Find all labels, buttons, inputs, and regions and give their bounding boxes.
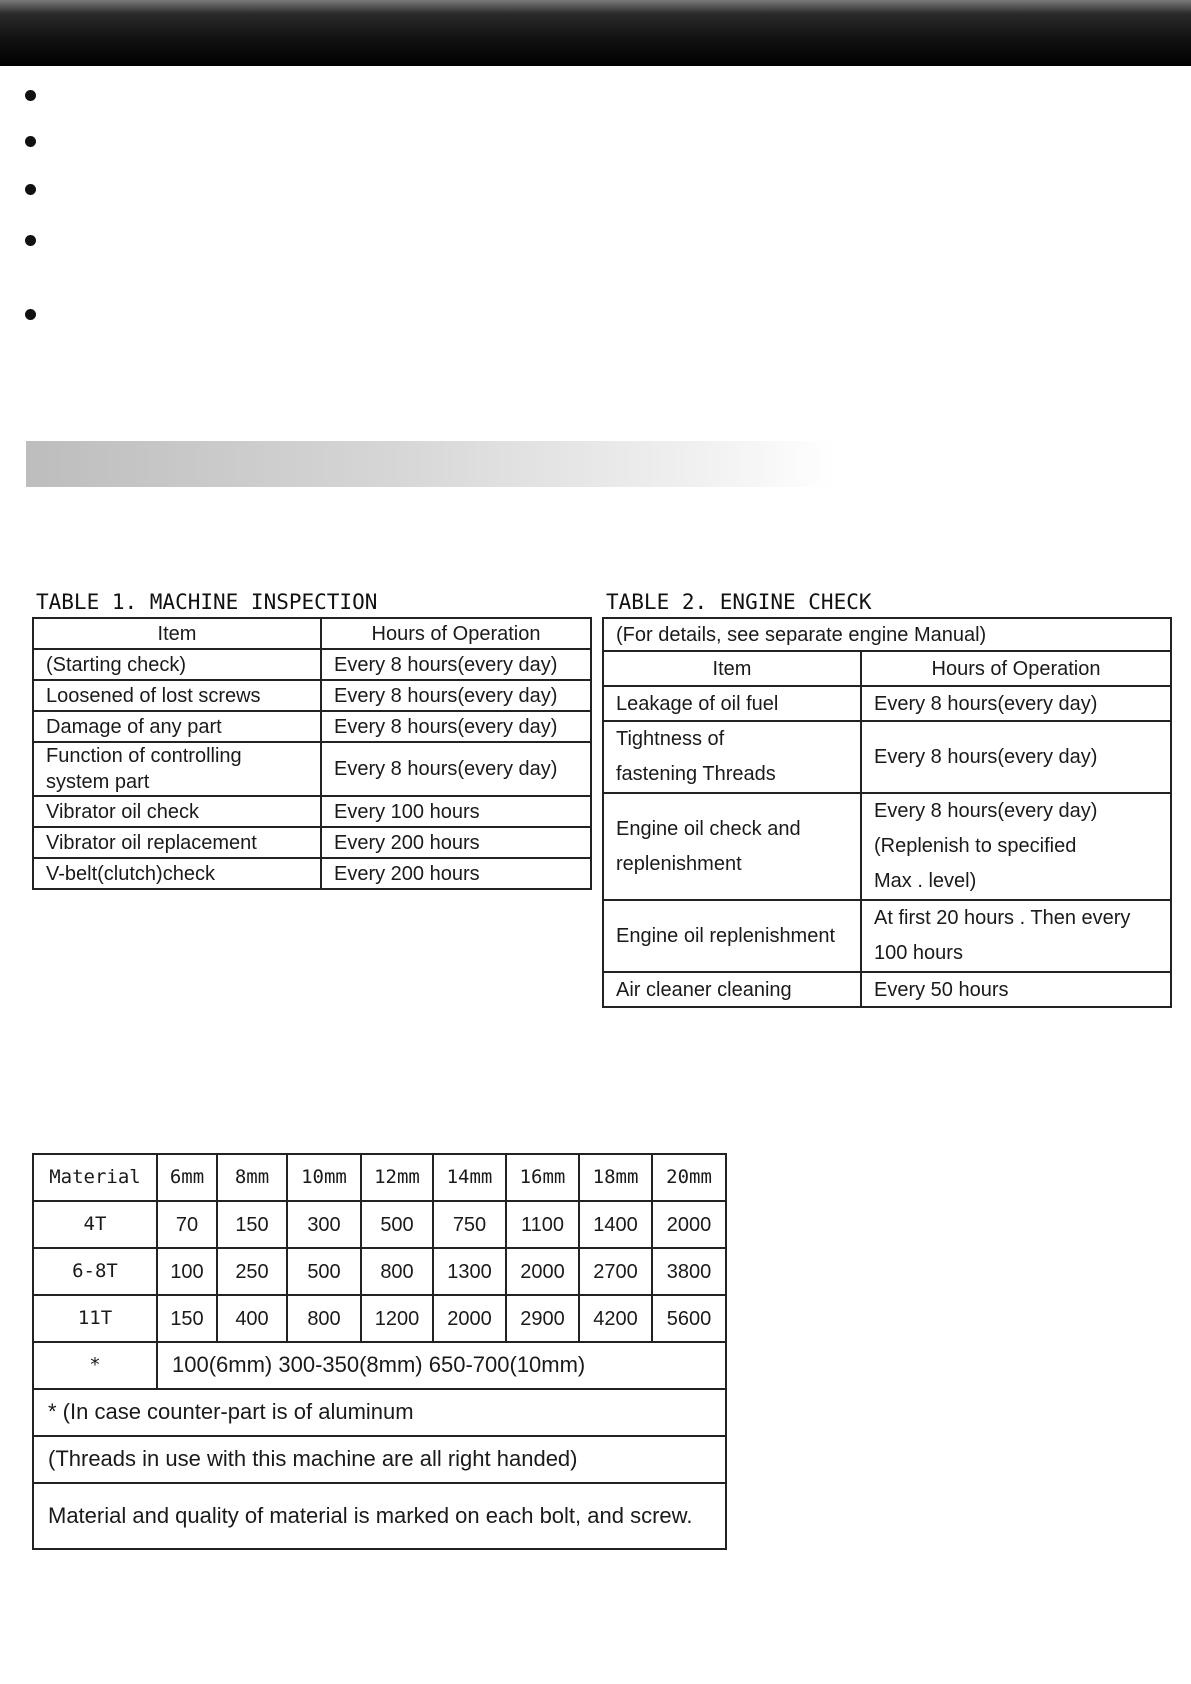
table-cell: 500 xyxy=(361,1201,433,1248)
table-row xyxy=(33,1483,726,1549)
table-cell: Vibrator oil replacement xyxy=(33,827,321,858)
table-header-cell: Material xyxy=(33,1154,157,1201)
table-header-row xyxy=(603,651,1171,686)
table-cell: Damage of any part xyxy=(33,711,321,742)
table-cell: Every 50 hours xyxy=(861,972,1171,1007)
table-cell: Every 200 hours xyxy=(321,858,591,889)
table-cell: Every 8 hours(every day) xyxy=(861,721,1171,793)
table-cell: Every 8 hours(every day) xyxy=(321,742,591,796)
table-cell: (Starting check) xyxy=(33,649,321,680)
bullet-5 xyxy=(25,309,36,320)
table-cell: 2700 xyxy=(579,1248,652,1295)
bullet-3 xyxy=(25,184,36,195)
table-cell: Every 8 hours(every day) (Replenish to specified Max . level) xyxy=(861,793,1171,900)
bullet-1 xyxy=(25,90,36,101)
table-cell: 150 xyxy=(217,1201,287,1248)
table-header-row xyxy=(33,1154,726,1201)
table-cell: 800 xyxy=(361,1248,433,1295)
table-row xyxy=(33,1248,726,1295)
table-header-cell: Item xyxy=(33,618,321,649)
table-row xyxy=(33,680,591,711)
table-cell: 1300 xyxy=(433,1248,506,1295)
marking-note: Material and quality of material is marked on each bolt, and screw. xyxy=(33,1483,726,1549)
header-bar xyxy=(0,0,1191,66)
bullet-2 xyxy=(25,136,36,147)
table-cell: Vibrator oil check xyxy=(33,796,321,827)
bolt-torque-table xyxy=(32,1153,727,1550)
table-cell: 4T xyxy=(33,1201,157,1248)
table-cell: 1400 xyxy=(579,1201,652,1248)
engine-check-table xyxy=(602,617,1172,1008)
table-cell: 5600 xyxy=(652,1295,726,1342)
table-row xyxy=(33,1295,726,1342)
table-header-cell: Item xyxy=(603,651,861,686)
table-cell: V-belt(clutch)check xyxy=(33,858,321,889)
table-cell: 400 xyxy=(217,1295,287,1342)
table-cell: 6-8T xyxy=(33,1248,157,1295)
table-header-cell: 10mm xyxy=(287,1154,361,1201)
table-cell: 1200 xyxy=(361,1295,433,1342)
table-cell: Engine oil check and replenishment xyxy=(603,793,861,900)
table-cell: Engine oil replenishment xyxy=(603,900,861,972)
table-row xyxy=(603,793,1171,900)
table-row xyxy=(33,827,591,858)
table-row xyxy=(33,649,591,680)
table-cell: 4200 xyxy=(579,1295,652,1342)
table-cell: Tightness of fastening Threads xyxy=(603,721,861,793)
table-header-cell: 14mm xyxy=(433,1154,506,1201)
table-cell: Leakage of oil fuel xyxy=(603,686,861,721)
table-cell: Every 8 hours(every day) xyxy=(321,680,591,711)
table-cell: 2000 xyxy=(652,1201,726,1248)
table-row xyxy=(603,686,1171,721)
table-cell: At first 20 hours . Then every 100 hours xyxy=(861,900,1171,972)
table-cell: Every 8 hours(every day) xyxy=(861,686,1171,721)
table-header-cell: 8mm xyxy=(217,1154,287,1201)
table-row xyxy=(33,1436,726,1483)
table-cell: Air cleaner cleaning xyxy=(603,972,861,1007)
table-cell: 3800 xyxy=(652,1248,726,1295)
table-cell: Every 8 hours(every day) xyxy=(321,711,591,742)
table-header-row xyxy=(33,618,591,649)
table-note-row xyxy=(603,618,1171,651)
table-row xyxy=(603,721,1171,793)
table-row xyxy=(33,858,591,889)
table-cell: Function of controlling system part xyxy=(33,742,321,796)
table-cell: 300 xyxy=(287,1201,361,1248)
table-note: (For details, see separate engine Manual) xyxy=(603,618,1171,651)
table-cell: 800 xyxy=(287,1295,361,1342)
aluminum-values-cell: 100(6mm) 300-350(8mm) 650-700(10mm) xyxy=(157,1342,726,1389)
table-cell: 500 xyxy=(287,1248,361,1295)
bullet-4 xyxy=(25,235,36,246)
table-row xyxy=(33,711,591,742)
table-cell: 1100 xyxy=(506,1201,579,1248)
table-row xyxy=(33,1342,726,1389)
table-cell: 100 xyxy=(157,1248,217,1295)
table-cell: 70 xyxy=(157,1201,217,1248)
table-cell: Every 100 hours xyxy=(321,796,591,827)
aluminum-note: * (In case counter-part is of aluminum xyxy=(33,1389,726,1436)
section-heading-band xyxy=(26,441,836,487)
table-cell: 150 xyxy=(157,1295,217,1342)
table-header-cell: 12mm xyxy=(361,1154,433,1201)
table-cell: 250 xyxy=(217,1248,287,1295)
table-cell: 750 xyxy=(433,1201,506,1248)
table1-caption: TABLE 1. MACHINE INSPECTION xyxy=(36,590,378,614)
table-header-cell: 18mm xyxy=(579,1154,652,1201)
table-cell: 2000 xyxy=(433,1295,506,1342)
table-cell: Every 200 hours xyxy=(321,827,591,858)
table-row xyxy=(603,972,1171,1007)
table-cell: 2900 xyxy=(506,1295,579,1342)
table-cell: 2000 xyxy=(506,1248,579,1295)
table-header-cell: 20mm xyxy=(652,1154,726,1201)
table-header-cell: Hours of Operation xyxy=(861,651,1171,686)
table-row xyxy=(33,742,591,796)
table-header-cell: Hours of Operation xyxy=(321,618,591,649)
threads-note: (Threads in use with this machine are all right handed) xyxy=(33,1436,726,1483)
table-cell: * xyxy=(33,1342,157,1389)
table-header-cell: 6mm xyxy=(157,1154,217,1201)
table-cell: Loosened of lost screws xyxy=(33,680,321,711)
table-cell: 11T xyxy=(33,1295,157,1342)
table-row xyxy=(603,900,1171,972)
table-row xyxy=(33,796,591,827)
table-header-cell: 16mm xyxy=(506,1154,579,1201)
table2-caption: TABLE 2. ENGINE CHECK xyxy=(606,590,872,614)
table-cell: Every 8 hours(every day) xyxy=(321,649,591,680)
table-row xyxy=(33,1389,726,1436)
machine-inspection-table xyxy=(32,617,592,890)
table-row xyxy=(33,1201,726,1248)
